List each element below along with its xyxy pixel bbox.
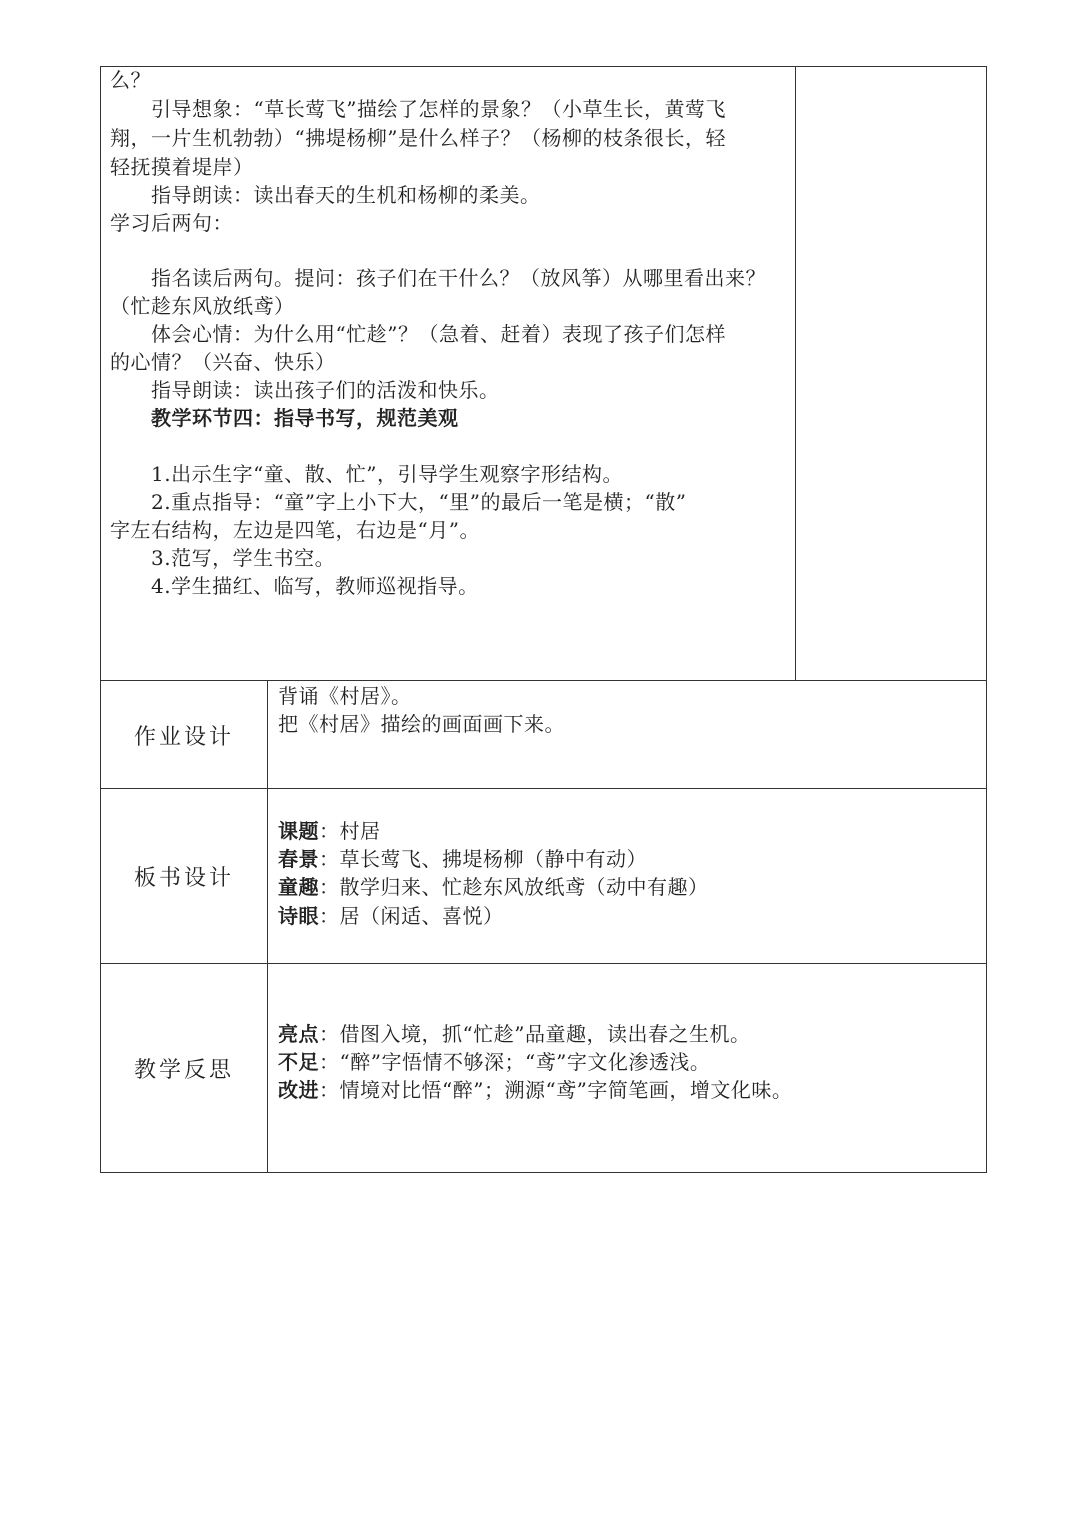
process-line: 学习后两句：	[110, 211, 233, 235]
reflection-item-value: ：借图入境，抓“忙趁”品童趣，读出春之生机。	[319, 1022, 751, 1046]
process-line: 翔，一片生机勃勃）“拂堤杨柳”是什么样子？（杨柳的枝条很长，轻	[110, 126, 726, 150]
row-divider-board	[100, 788, 987, 789]
process-line: 4.学生描红、临写，教师巡视指导。	[110, 574, 479, 598]
process-line: 引导想象：“草长莺飞”描绘了怎样的景象？（小草生长，黄莺飞	[110, 97, 726, 121]
homework-line: 把《村居》描绘的画面画下来。	[278, 712, 565, 736]
column-divider-top	[795, 66, 796, 681]
board-item-value: ：居（闲适、喜悦）	[319, 904, 504, 928]
board-item-key: 春景	[278, 847, 319, 871]
board-label: 板书设计	[133, 866, 234, 891]
process-line: （忙趁东风放纸鸢）	[110, 294, 295, 318]
lesson-plan-table	[100, 66, 987, 1173]
process-line: 指导朗读：读出孩子们的活泼和快乐。	[110, 378, 500, 402]
column-divider-bottom	[267, 680, 268, 1173]
reflection-item-key: 亮点	[278, 1022, 319, 1046]
reflection-item	[278, 1048, 710, 1076]
process-line: 2.重点指导：“童”字上小下大，“里”的最后一笔是横；“散”	[110, 490, 687, 514]
board-item-value: ：村居	[319, 819, 381, 843]
board-item-value: ：草长莺飞、拂堤杨柳（静中有动）	[319, 847, 647, 871]
board-item	[278, 902, 504, 930]
reflection-item-key: 改进	[278, 1078, 319, 1102]
board-item-key: 童趣	[278, 875, 319, 899]
board-item-key: 课题	[278, 819, 319, 843]
reflection-item-value: ：“醉”字悟情不够深；“鸢”字文化渗透浅。	[319, 1050, 711, 1074]
homework-line: 背诵《村居》。	[278, 684, 412, 708]
board-item	[278, 845, 647, 873]
homework-label: 作业设计	[133, 725, 234, 750]
reflection-item	[278, 1076, 792, 1104]
board-item-key: 诗眼	[278, 904, 319, 928]
process-line: 指名读后两句。提问：孩子们在干什么？（放风筝）从哪里看出来？	[110, 266, 766, 290]
process-line: 的心情？（兴奋、快乐）	[110, 350, 336, 374]
process-line: 1.出示生字“童、散、忙”，引导学生观察字形结构。	[110, 462, 624, 486]
reflection-item	[278, 1020, 750, 1048]
board-item	[278, 873, 709, 901]
process-line: 轻抚摸着堤岸）	[110, 155, 254, 179]
reflection-label: 教学反思	[133, 1058, 234, 1083]
section-heading: 教学环节四：指导书写，规范美观	[110, 406, 459, 430]
process-line: 么？	[110, 68, 151, 92]
board-item	[278, 817, 381, 845]
process-line: 字左右结构，左边是四笔，右边是“月”。	[110, 518, 480, 542]
process-line: 指导朗读：读出春天的生机和杨柳的柔美。	[110, 183, 541, 207]
reflection-item-key: 不足	[278, 1050, 319, 1074]
reflection-item-value: ：情境对比悟“醉”；溯源“鸢”字简笔画，增文化味。	[319, 1078, 793, 1102]
board-item-value: ：散学归来、忙趁东风放纸鸢（动中有趣）	[319, 875, 709, 899]
process-line: 3.范写，学生书空。	[110, 546, 336, 570]
row-divider-homework	[100, 680, 987, 681]
row-divider-reflection	[100, 963, 987, 964]
process-line: 体会心情：为什么用“忙趁”？（急着、赶着）表现了孩子们怎样	[110, 322, 726, 346]
